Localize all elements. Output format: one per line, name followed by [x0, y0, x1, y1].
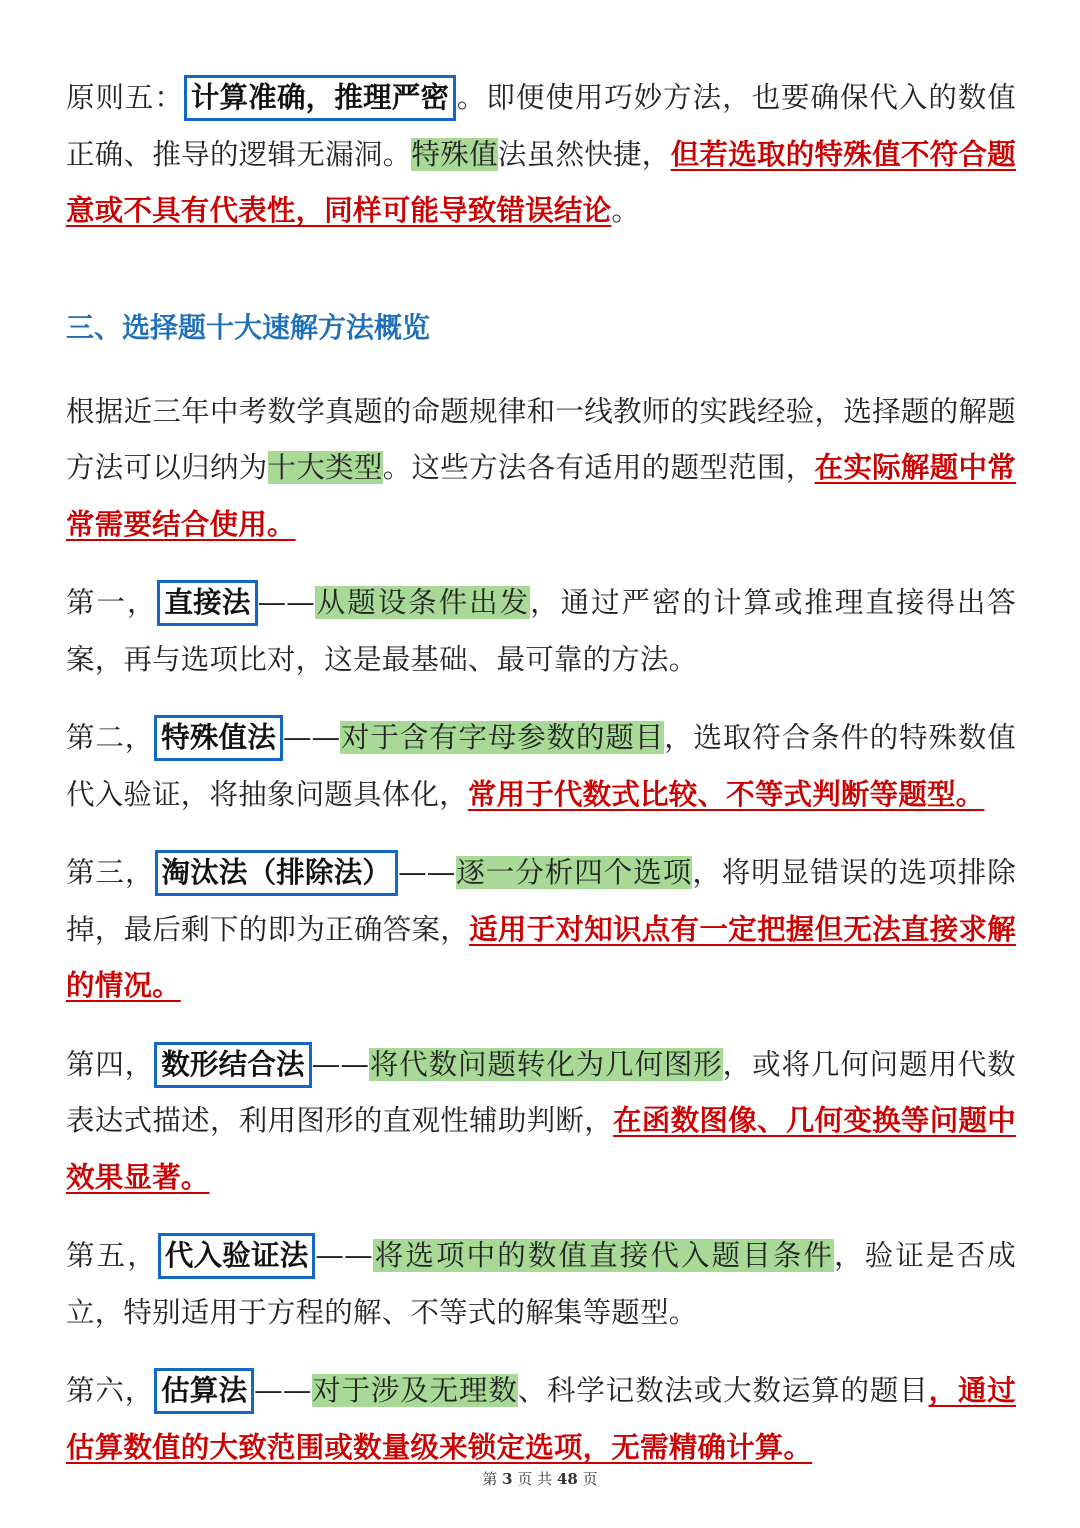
method-text: ，验证是否成立，特别适用于方程的解、不等式的解集等题型。	[66, 1239, 1016, 1329]
method-prefix: 第四，	[66, 1047, 155, 1081]
page-footer	[0, 1468, 1080, 1489]
method-text: ，选取符合条件的特殊数值代入验证，将抽象问题具体化，	[66, 721, 1017, 811]
method-name-box: 直接法	[157, 580, 257, 626]
method-highlight: 对于涉及无理数	[311, 1374, 518, 1407]
method-text: ，或将几何问题用代数表达式描述，利用图形的直观性辅助判断，	[66, 1047, 1016, 1137]
method-paragraph-1	[66, 575, 1016, 688]
intro-highlight: 十大类型	[267, 451, 383, 484]
principle-highlight: 特殊值	[411, 137, 498, 171]
method-highlight: 将代数问题转化为几何图形	[369, 1047, 723, 1081]
method-paragraph-2	[66, 710, 1016, 823]
method-name-box: 数形结合法	[154, 1042, 312, 1088]
method-highlight: 从题设条件出发	[314, 586, 531, 619]
method-paragraph-5	[66, 1228, 1016, 1341]
method-text: ，将明显错误的选项排除掉，最后剩下的即为正确答案，	[66, 856, 1016, 946]
method-prefix: 第六，	[66, 1374, 155, 1407]
footer-total-pages: 48	[556, 1470, 578, 1488]
section-heading: 三、选择题十大速解方法概览	[66, 310, 431, 344]
method-red-note: 适用于对知识点有一定把握但无法直接求解的情况。	[66, 912, 1016, 1002]
principle-text-1: 。即便使用巧妙方法，也要确保代入的数值正确、推导的逻辑无漏洞。	[66, 81, 1016, 171]
method-name-box: 估算法	[154, 1368, 254, 1414]
method-dash: ——	[254, 1374, 312, 1407]
method-name-box: 特殊值法	[154, 715, 283, 761]
intro-red-note: 在实际解题中常常需要结合使用。	[66, 451, 1016, 541]
method-prefix: 第一，	[66, 586, 158, 619]
method-dash: ——	[398, 856, 456, 889]
footer-mid: 页 共	[517, 1470, 553, 1488]
intro-text-2: 。这些方法各有适用的题型范围，	[382, 451, 815, 484]
method-paragraph-6	[66, 1363, 1016, 1476]
method-dash: ——	[257, 586, 315, 619]
method-prefix: 第二，	[66, 721, 155, 754]
method-red-note: 在函数图像、几何变换等问题中效果显著。	[66, 1104, 1016, 1194]
method-paragraph-3	[66, 845, 1016, 1015]
principle-five-paragraph	[66, 70, 1016, 240]
principle-key-box: 计算准确，推理严密	[184, 75, 456, 121]
document-page	[66, 70, 1016, 1476]
method-paragraph-4	[66, 1037, 1016, 1207]
method-dash: ——	[311, 1047, 370, 1081]
section-intro-paragraph	[66, 384, 1016, 554]
principle-prefix: 原则五：	[66, 81, 184, 114]
method-highlight: 对于含有字母参数的题目	[340, 721, 665, 754]
intro-text-1: 根据近三年中考数学真题的命题规律和一线教师的实践经验，选择题的解题方法可以归纳为	[66, 394, 1016, 484]
method-red-note: 常用于代数式比较、不等式判断等题型。	[467, 777, 985, 811]
method-text: ，通过严密的计算或推理直接得出答案，再与选项比对，这是最基础、最可靠的方法。	[66, 586, 1017, 676]
method-highlight: 逐一分析四个选项	[455, 856, 693, 889]
method-dash: ——	[315, 1239, 373, 1272]
method-dash: ——	[282, 721, 341, 754]
principle-end: 。	[611, 194, 641, 227]
principle-text-2: 法虽然快捷，	[497, 137, 671, 171]
footer-page-number: 3	[502, 1470, 513, 1488]
footer-post: 页	[582, 1470, 598, 1488]
method-name-box: 淘汰法（排除法）	[155, 850, 399, 896]
method-name-box: 代入验证法	[158, 1233, 316, 1279]
method-text: 、科学记数法或大数运算的题目	[517, 1374, 929, 1407]
method-prefix: 第五，	[66, 1239, 158, 1272]
method-highlight: 将选项中的数值直接代入题目条件	[372, 1239, 835, 1272]
footer-pre: 第	[482, 1470, 498, 1488]
method-prefix: 第三，	[66, 856, 155, 889]
method-red-note: ，通过估算数值的大致范围或数量级来锁定选项，无需精确计算。	[66, 1374, 1016, 1464]
principle-red-note: 但若选取的特殊值不符合题意或不具有代表性，同样可能导致错误结论	[66, 137, 1016, 227]
